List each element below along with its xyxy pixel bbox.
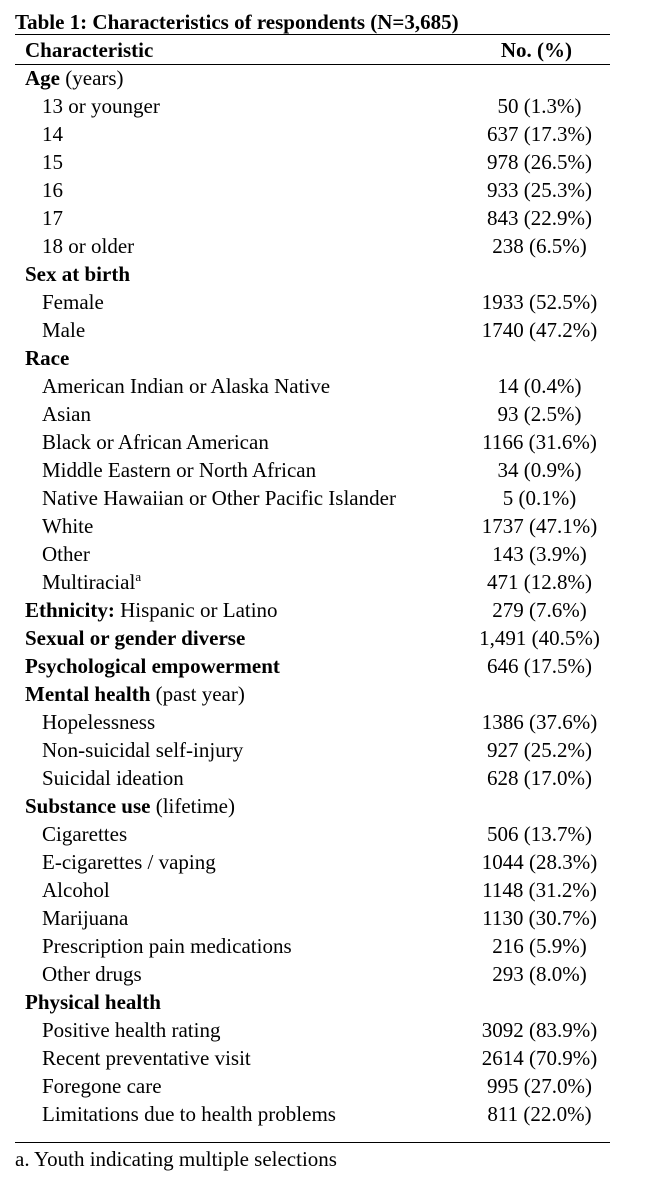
row-label-text: Cigarettes [42, 822, 128, 846]
row-label-text: Hopelessness [42, 710, 156, 734]
row-label-text: Non-suicidal self-injury [42, 738, 244, 762]
section-label-qualifier: (lifetime) [150, 794, 235, 818]
row-value: 978 (26.5%) [487, 150, 592, 174]
row-label [42, 568, 141, 596]
section-label-bold: Race [25, 346, 70, 370]
row-label [42, 512, 93, 540]
table-row [15, 736, 610, 764]
table-section-row [15, 260, 610, 288]
table-row [15, 288, 610, 316]
row-label-text: Other drugs [42, 962, 142, 986]
section-label-bold: Psychological empowerment [25, 654, 280, 678]
section-label-bold: Substance use [25, 794, 151, 818]
row-label [42, 1016, 220, 1044]
section-label [25, 988, 161, 1016]
row-label [42, 176, 63, 204]
table-row [15, 1016, 610, 1044]
table-row [15, 232, 610, 260]
row-label [42, 1044, 251, 1072]
section-label-bold: Sexual or gender diverse [25, 626, 246, 650]
table-section-row [15, 680, 610, 708]
table-body [15, 64, 610, 1128]
row-value: 216 (5.9%) [492, 934, 587, 958]
table-caption: Table 1: Characteristics of respondents (N=3,685) [15, 10, 459, 34]
table-row [15, 1100, 610, 1128]
row-value: 238 (6.5%) [492, 234, 587, 258]
row-label-text: Female [42, 290, 104, 314]
table-row [15, 456, 610, 484]
table-section-row [15, 596, 610, 624]
row-label [42, 876, 110, 904]
row-label [42, 316, 85, 344]
row-label [42, 204, 63, 232]
section-label [25, 260, 130, 288]
row-value: 927 (25.2%) [487, 738, 592, 762]
section-label [25, 792, 235, 820]
row-label-text: Alcohol [42, 878, 110, 902]
section-label [25, 596, 278, 624]
row-label [42, 1072, 162, 1100]
row-label-text: 16 [42, 178, 63, 202]
table-row [15, 176, 610, 204]
section-label [25, 680, 245, 708]
row-label-text: E-cigarettes / vaping [42, 850, 216, 874]
row-label [42, 92, 160, 120]
table-section-row [15, 64, 610, 92]
row-label-text: Male [42, 318, 86, 342]
section-label-bold: Age [25, 66, 60, 90]
row-value: 5 (0.1%) [502, 486, 577, 510]
column-header-count: No. (%) [500, 38, 572, 62]
row-label [42, 848, 216, 876]
table-section-row [15, 792, 610, 820]
table-section-row [15, 652, 610, 680]
row-label [42, 960, 142, 988]
row-label-text: 13 or younger [42, 94, 160, 118]
table-row [15, 1044, 610, 1072]
table-row [15, 820, 610, 848]
section-label-bold: Ethnicity: [25, 598, 115, 622]
table-row [15, 400, 610, 428]
row-label-text: 18 or older [42, 234, 135, 258]
row-value: 843 (22.9%) [487, 206, 592, 230]
table-row [15, 540, 610, 568]
row-label [42, 120, 63, 148]
row-label [42, 456, 316, 484]
column-header-characteristic: Characteristic [25, 38, 154, 62]
table-row [15, 876, 610, 904]
row-label-text: Multiracial [42, 570, 136, 594]
table-row [15, 960, 610, 988]
row-label-text: Positive health rating [42, 1018, 221, 1042]
table-row [15, 932, 610, 960]
row-label-text: Black or African American [42, 430, 269, 454]
table-row [15, 428, 610, 456]
row-label [42, 288, 104, 316]
row-value: 143 (3.9%) [492, 542, 587, 566]
row-label [42, 232, 134, 260]
row-label-text: White [42, 514, 94, 538]
row-value: 1737 (47.1%) [481, 514, 598, 538]
section-label-qualifier: (past year) [150, 682, 245, 706]
row-value: 1166 (31.6%) [482, 430, 597, 454]
table-row [15, 484, 610, 512]
table-row [15, 316, 610, 344]
row-value: 646 (17.5%) [487, 654, 592, 678]
row-label-text: Native Hawaiian or Other Pacific Islander [42, 486, 396, 510]
row-value: 1386 (37.6%) [481, 710, 598, 734]
row-value: 3092 (83.9%) [481, 1018, 598, 1042]
table-row [15, 120, 610, 148]
section-label [25, 344, 69, 372]
row-value: 933 (25.3%) [487, 178, 592, 202]
row-label [42, 428, 269, 456]
row-label-text: Limitations due to health problems [42, 1102, 336, 1126]
row-label-text: 14 [42, 122, 63, 146]
table-row [15, 372, 610, 400]
row-label-text: Marijuana [42, 906, 129, 930]
row-label [42, 764, 184, 792]
row-value: 50 (1.3%) [497, 94, 582, 118]
row-label-text: Asian [42, 402, 91, 426]
row-label [42, 736, 243, 764]
row-label-text: American Indian or Alaska Native [42, 374, 331, 398]
row-value: 811 (22.0%) [487, 1102, 592, 1126]
row-label [42, 932, 292, 960]
row-value: 1130 (30.7%) [482, 906, 597, 930]
row-value: 279 (7.6%) [492, 598, 587, 622]
table-section-row [15, 344, 610, 372]
row-label-text: Prescription pain medications [42, 934, 292, 958]
table-bottom-rule [15, 1142, 610, 1143]
table-footnote: a. Youth indicating multiple selections [15, 1147, 337, 1171]
row-value: 34 (0.9%) [497, 458, 582, 482]
row-value: 1,491 (40.5%) [479, 626, 600, 650]
section-label [25, 64, 124, 92]
row-value: 506 (13.7%) [487, 822, 592, 846]
section-label [25, 624, 245, 652]
table-row [15, 512, 610, 540]
row-value: 471 (12.8%) [487, 570, 592, 594]
table-section-row [15, 624, 610, 652]
row-value: 293 (8.0%) [492, 962, 587, 986]
row-value: 995 (27.0%) [487, 1074, 592, 1098]
section-label-qualifier: Hispanic or Latino [114, 598, 278, 622]
row-label [42, 372, 330, 400]
section-label-bold: Physical health [25, 990, 161, 1014]
row-label-text: 17 [42, 206, 63, 230]
table-row [15, 848, 610, 876]
table-row [15, 1072, 610, 1100]
row-value: 628 (17.0%) [487, 766, 592, 790]
row-value: 637 (17.3%) [487, 122, 592, 146]
row-value: 1933 (52.5%) [481, 290, 598, 314]
row-value: 14 (0.4%) [497, 374, 582, 398]
row-value: 1044 (28.3%) [481, 850, 598, 874]
row-label [42, 904, 128, 932]
table-row [15, 708, 610, 736]
row-value: 1148 (31.2%) [482, 878, 597, 902]
table-row [15, 904, 610, 932]
section-label-qualifier: (years) [60, 66, 124, 90]
section-label [25, 652, 280, 680]
row-label [42, 1100, 336, 1128]
row-label-text: Other [42, 542, 90, 566]
table-row [15, 764, 610, 792]
row-value: 93 (2.5%) [497, 402, 582, 426]
row-label-text: Foregone care [42, 1074, 162, 1098]
table-row [15, 148, 610, 176]
section-label-bold: Sex at birth [25, 262, 130, 286]
table-section-row [15, 988, 610, 1016]
row-label [42, 820, 127, 848]
row-label-text: Middle Eastern or North African [42, 458, 317, 482]
row-label-text: Suicidal ideation [42, 766, 184, 790]
row-label [42, 540, 90, 568]
section-label-bold: Mental health [25, 682, 151, 706]
row-value: 2614 (70.9%) [481, 1046, 598, 1070]
table-row [15, 204, 610, 232]
table-row [15, 568, 610, 596]
row-label-text: Recent preventative visit [42, 1046, 251, 1070]
row-label [42, 708, 155, 736]
row-label [42, 484, 396, 512]
table-header-row [15, 37, 610, 64]
row-label-text: 15 [42, 150, 63, 174]
table-top-rule [15, 34, 610, 35]
table-row [15, 92, 610, 120]
row-label [42, 148, 63, 176]
row-label [42, 400, 91, 428]
footnote-marker: a [135, 569, 142, 584]
row-value: 1740 (47.2%) [481, 318, 598, 342]
